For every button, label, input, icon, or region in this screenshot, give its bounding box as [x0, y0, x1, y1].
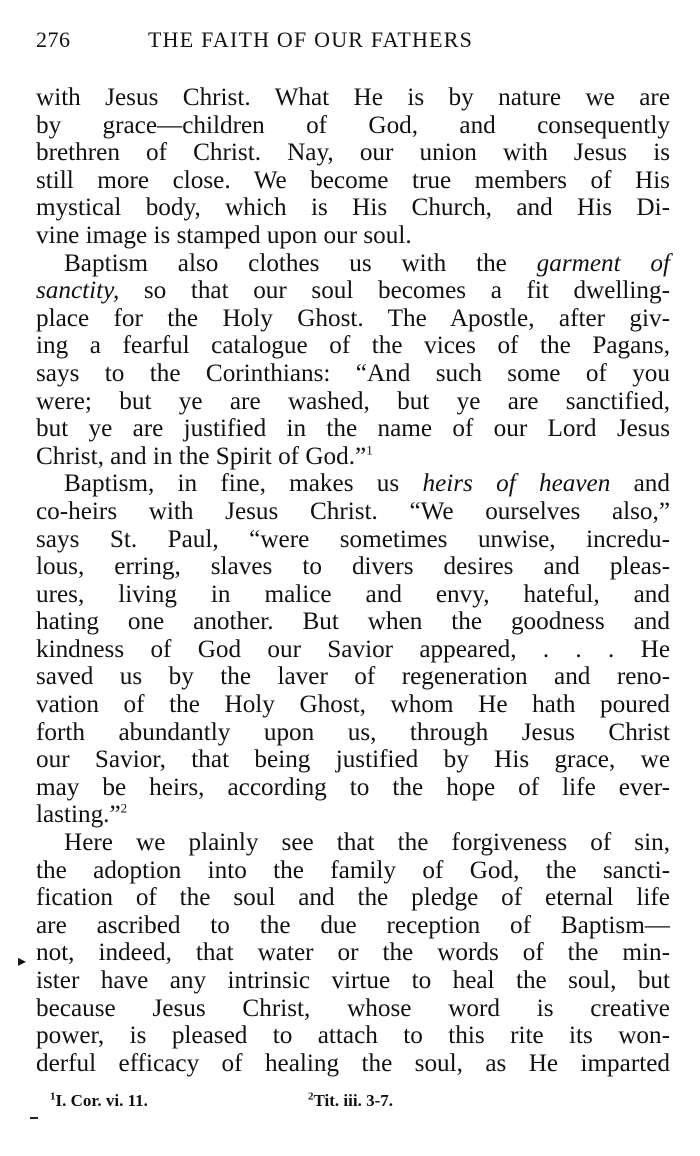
- text-line: vine image is stamped upon our soul.: [36, 221, 412, 249]
- italic-phrase: garment of: [536, 249, 671, 277]
- italic-phrase: sanctity,: [36, 277, 120, 305]
- footnote-ref: 2: [120, 801, 128, 817]
- text-line: place for the Holy Ghost. The Apostle, after giv-: [36, 304, 670, 332]
- footnote-1: [50, 1090, 148, 1112]
- running-title: THE FAITH OF OUR FATHERS: [148, 27, 474, 52]
- text-segment: Baptism, in fine, makes us: [64, 470, 423, 498]
- text-line: [36, 443, 670, 471]
- text-line: not, indeed, that water or the words of the min-: [36, 939, 670, 967]
- text-line: [36, 250, 670, 278]
- text-line: were; but ye are washed, but ye are sanctified,: [36, 387, 670, 415]
- text-line: our Savior, that being justified by His grace, we: [36, 746, 670, 774]
- text-line: brethren of Christ. Nay, our union with Jesus is: [36, 139, 670, 167]
- text-segment: Christ, and in the Spirit of God.”: [36, 442, 367, 470]
- text-line: the adoption into the family of God, the sancti-: [36, 856, 670, 884]
- text-line: co-heirs with Jesus Christ. “We ourselves also,”: [36, 497, 670, 525]
- text-line: but ye are justified in the name of our Lord Jesus: [36, 415, 670, 443]
- text-line: saved us by the laver of regeneration and reno-: [36, 663, 670, 691]
- text-line: fication of the soul and the pledge of eternal life: [36, 884, 670, 912]
- text-line: [36, 801, 670, 829]
- text-line: mystical body, which is His Church, and His Di-: [36, 194, 670, 222]
- text-segment: Baptism also clothes us with the: [64, 249, 537, 277]
- page-number: 276: [36, 27, 71, 52]
- footnote-2: [308, 1090, 393, 1112]
- text-line: derful efficacy of healing the soul, as He imparted: [36, 1049, 670, 1077]
- text-line: are ascribed to the due reception of Baptism—: [36, 911, 670, 939]
- text-line: may be heirs, according to the hope of life ever-: [36, 773, 670, 801]
- footnote-text: Tit. iii. 3-7.: [313, 1091, 393, 1110]
- body-text: [36, 84, 670, 1077]
- text-segment: and: [610, 470, 670, 498]
- text-line: hating one another. But when the goodness and: [36, 608, 670, 636]
- text-line: vation of the Holy Ghost, whom He hath poured: [36, 691, 670, 719]
- text-line: by grace—children of God, and consequently: [36, 111, 670, 139]
- text-line: [36, 470, 670, 498]
- text-line: power, is pleased to attach to this rite its won-: [36, 1022, 670, 1050]
- footnote-ref: 1: [366, 442, 373, 458]
- text-segment: lasting.”: [36, 801, 121, 829]
- italic-phrase: heirs of heaven: [422, 470, 611, 498]
- text-line: Here we plainly see that the forgiveness of sin,: [64, 829, 670, 857]
- footnote-mark: 2: [308, 1090, 314, 1103]
- text-line: says St. Paul, “were sometimes unwise, incredu-: [36, 525, 670, 553]
- text-line: says to the Corinthians: “And such some of you: [36, 359, 670, 387]
- text-line: kindness of God our Savior appeared, . . . He: [36, 635, 670, 663]
- footnote-mark: 1: [50, 1090, 56, 1103]
- text-line: ister have any intrinsic virtue to heal the soul, but: [36, 967, 670, 994]
- text-line: sanctity, so that our soul becomes a fit dwelling-: [36, 277, 670, 305]
- text-line: forth abundantly upon us, through Jesus Christ: [36, 718, 670, 746]
- print-mark: [30, 1117, 38, 1119]
- margin-mark-icon: ▸: [18, 953, 27, 970]
- text-line: because Jesus Christ, whose word is creative: [36, 994, 670, 1022]
- text-line: ing a fearful catalogue of the vices of the Pagans,: [36, 332, 670, 360]
- text-line: with Jesus Christ. What He is by nature we are: [36, 84, 670, 111]
- text-line: still more close. We become true members of His: [36, 166, 670, 194]
- text-line: ures, living in malice and envy, hateful, and: [36, 580, 670, 608]
- footnote-text: I. Cor. vi. 11.: [55, 1091, 148, 1110]
- text-line: lous, erring, slaves to divers desires and pleas-: [36, 553, 670, 581]
